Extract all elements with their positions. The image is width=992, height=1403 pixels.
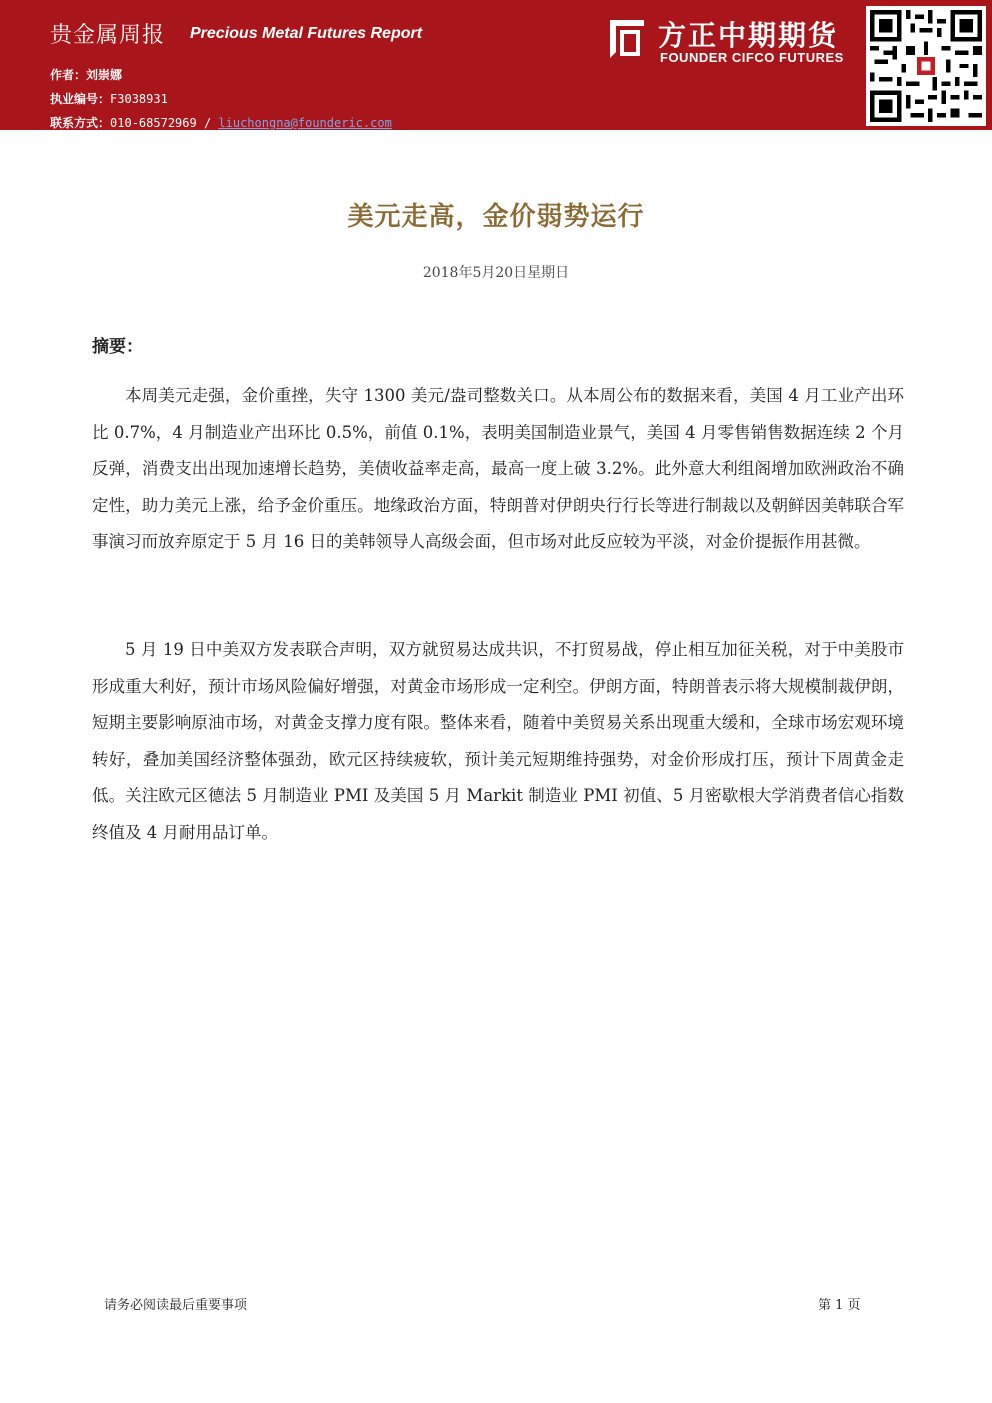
author-value: 刘崇娜: [86, 68, 123, 82]
license-line: [50, 90, 168, 107]
company-logo: [604, 14, 860, 70]
company-name-cn: 方正中期期货: [658, 19, 839, 52]
page-number: 第 1 页: [818, 1298, 861, 1313]
company-logo-icon: [604, 18, 646, 60]
contact-phone: 010-68572969: [110, 116, 197, 130]
abstract-paragraph-2: 5 月 19 日中美双方发表联合声明，双方就贸易达成共识，不打贸易战，停止相互加征关税，对于中美股市形成重大利好，预计市场风险偏好增强，对黄金市场形成一定利空。伊朗方面，特朗普表示将大规模制裁伊朗，短期主要影响原油市场，对黄金支撑力度有限。整体来看，随着中美贸易关系出现重大缓和，全球市场宏观环境转好，叠加美国经济整体强劲，欧元区持续疲软，预计美元短期维持强势，对金价形成打压，预计下周黄金走低。关注欧元区德法 5 月制造业 PMI 及美国 5 月 Markit 制造业 PMI 初值、5 月密歇根大学消费者信心指数终值及 4 月耐用品订单。: [92, 640, 904, 842]
contact-email-link[interactable]: liuchongna@founderic.com: [218, 116, 392, 130]
document-title: 美元走高，金价弱势运行: [347, 202, 645, 232]
contact-line: [50, 114, 392, 131]
document-date: 2018年5月20日星期日: [422, 265, 570, 281]
report-type-title: 贵金属周报: [50, 23, 166, 48]
qr-code: [866, 6, 986, 126]
report-header: [0, 0, 992, 130]
contact-label: 联系方式：: [50, 116, 111, 130]
author-label: 作者：: [50, 68, 87, 82]
footer-notice: 请务必阅读最后重要事项: [104, 1298, 248, 1313]
report-type-title-en: Precious Metal Futures Report: [190, 25, 423, 42]
abstract-label: 摘要：: [92, 337, 143, 357]
author-line: [50, 66, 122, 83]
license-value: F3038931: [110, 92, 168, 106]
license-label: 执业编号：: [50, 92, 111, 106]
abstract-paragraph-1: 本周美元走强，金价重挫，失守 1300 美元/盎司整数关口。从本周公布的数据来看，美国 4 月工业产出环比 0.7%，4 月制造业产出环比 0.5%，前值 0.1%，表明美国制造业景气，美国 4 月零售销售数据连续 2 个月反弹，消费支出出现加速增长趋势，美债收益率走高，最高一度上破 3.2%。此外意大利组阁增加欧洲政治不确定性，助力美元上涨，给予金价重压。地缘政治方面，特朗普对伊朗央行行长等进行制裁以及朝鲜因美韩联合军事演习而放弃原定于 5 月 16 日的美韩领导人高级会面，但市场对此反应较为平淡，对金价提振作用甚微。: [92, 386, 904, 551]
company-name-en: FOUNDER CIFCO FUTURES: [660, 50, 844, 65]
qr-code-icon: [870, 10, 982, 122]
contact-separator: /: [196, 116, 219, 130]
